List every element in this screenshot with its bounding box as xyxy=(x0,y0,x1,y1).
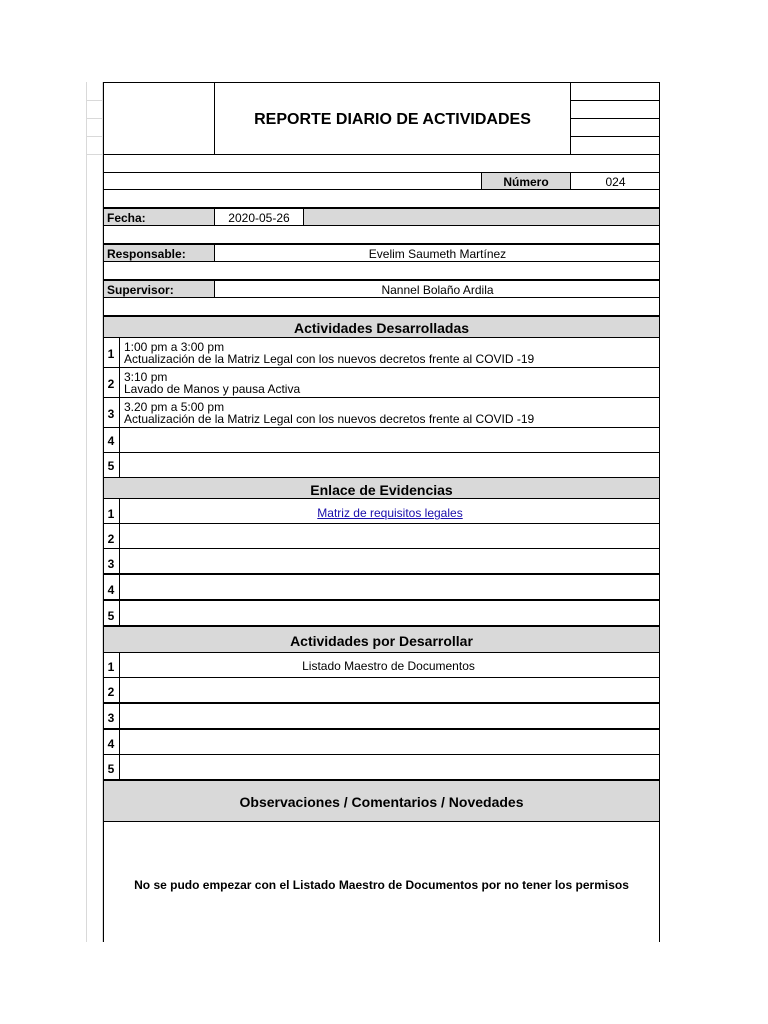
responsable-label: Responsable: xyxy=(107,247,186,261)
row-number: 5 xyxy=(107,762,115,776)
table-row[interactable] xyxy=(103,677,660,703)
row-number: 4 xyxy=(107,434,115,448)
table-row[interactable] xyxy=(103,574,660,600)
evidence-link-cell xyxy=(120,507,660,519)
fecha-label: Fecha: xyxy=(107,211,146,225)
actividades-por-desarrollar-title: Actividades por Desarrollar xyxy=(290,633,473,649)
observaciones-text: No se pudo empezar con el Listado Maestro de Documentos por no tener los permisos xyxy=(134,878,629,892)
table-row[interactable] xyxy=(103,703,660,729)
row-number: 1 xyxy=(107,507,115,521)
row-number: 4 xyxy=(107,737,115,751)
blank-row xyxy=(103,298,660,316)
table-row[interactable] xyxy=(103,427,660,453)
pending-activity[interactable]: Listado Maestro de Documentos xyxy=(302,659,475,673)
supervisor-value[interactable]: Nannel Bolaño Ardila xyxy=(381,283,494,297)
table-row[interactable] xyxy=(103,548,660,574)
activity-time[interactable]: 1:00 pm a 3:00 pm xyxy=(124,340,225,354)
table-row[interactable] xyxy=(103,600,660,626)
grid-gutter-row xyxy=(86,154,102,155)
numero-value[interactable]: 024 xyxy=(605,175,626,189)
table-row[interactable] xyxy=(103,729,660,755)
activity-description[interactable]: Actualización de la Matriz Legal con los nuevos decretos frente al COVID -19 xyxy=(124,412,535,426)
responsable-value[interactable]: Evelim Saumeth Martínez xyxy=(368,247,507,261)
grid-gutter-row xyxy=(86,118,102,119)
actividades-desarrolladas-title: Actividades Desarrolladas xyxy=(293,320,470,336)
row-number: 5 xyxy=(107,609,115,623)
row-number: 2 xyxy=(107,685,115,699)
activity-description[interactable]: Actualización de la Matriz Legal con los nuevos decretos frente al COVID -19 xyxy=(124,352,535,366)
report-title: REPORTE DIARIO DE ACTIVIDADES xyxy=(254,111,531,128)
fecha-value[interactable]: 2020-05-26 xyxy=(228,211,290,225)
row-number: 3 xyxy=(107,557,115,571)
grid-gutter-row xyxy=(86,100,102,101)
row-number: 1 xyxy=(107,347,115,361)
blank-row xyxy=(103,155,660,173)
table-row[interactable] xyxy=(103,452,660,478)
grid-gutter-row xyxy=(86,136,102,137)
row-number: 4 xyxy=(107,583,115,597)
activity-time[interactable]: 3.20 pm a 5:00 pm xyxy=(124,400,225,414)
numero-label: Número xyxy=(503,175,549,189)
activity-time[interactable]: 3:10 pm xyxy=(124,370,168,384)
grid-gutter-left xyxy=(86,82,87,942)
row-number: 3 xyxy=(107,407,115,421)
table-row[interactable] xyxy=(103,754,660,780)
row-number: 1 xyxy=(107,660,115,674)
row-number: 2 xyxy=(107,377,115,391)
enlace-evidencias-title: Enlace de Evidencias xyxy=(310,482,453,498)
blank-row xyxy=(103,190,660,208)
observaciones-title: Observaciones / Comentarios / Novedades xyxy=(239,794,524,810)
row-number: 2 xyxy=(107,532,115,546)
activity-description[interactable]: Lavado de Manos y pausa Activa xyxy=(124,382,301,396)
row-number: 5 xyxy=(107,459,115,473)
table-row[interactable] xyxy=(103,523,660,549)
supervisor-label: Supervisor: xyxy=(107,283,174,297)
row-number: 3 xyxy=(107,711,115,725)
evidence-link[interactable]: Matriz de requisitos legales xyxy=(317,506,463,520)
blank-row xyxy=(103,226,660,244)
blank-row xyxy=(103,262,660,280)
